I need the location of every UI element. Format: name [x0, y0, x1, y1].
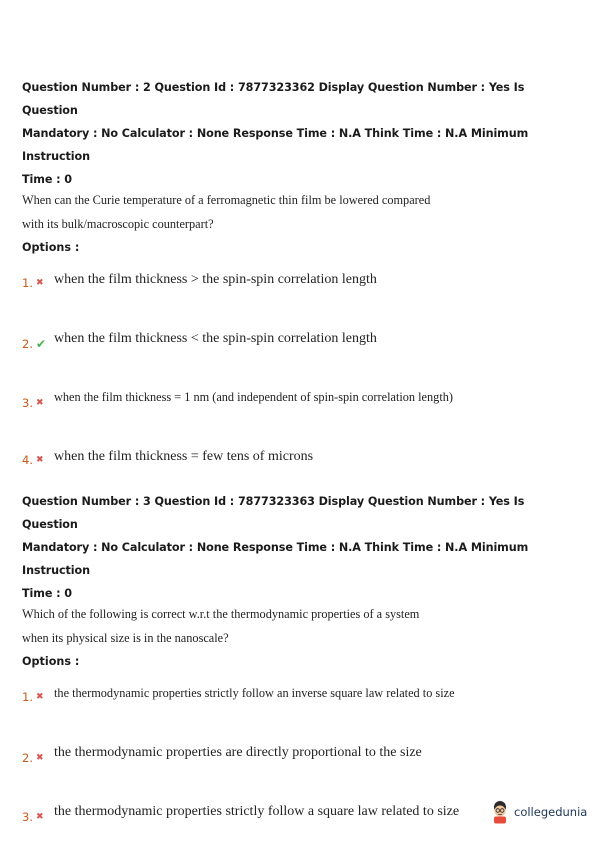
question-meta-line-1: Question Number : 3 Question Id : 7877323363 Display Question Number : Yes Is Question	[22, 495, 525, 531]
option-text: the thermodynamic properties are directly proportional to the size	[54, 745, 422, 760]
option-2[interactable]	[22, 331, 582, 390]
cross-icon: ✖	[35, 455, 44, 465]
option-text: when the film thickness = few tens of microns	[54, 449, 314, 464]
option-text: the thermodynamic properties strictly follow a square law related to size	[54, 804, 460, 819]
options-label: Options :	[22, 655, 80, 668]
option-text: when the film thickness < the spin-spin correlation length	[54, 331, 377, 346]
option-2[interactable]	[22, 745, 582, 804]
question-meta-line-2: Mandatory : No Calculator : None Response Time : N.A Think Time : N.A Minimum Instruction	[22, 541, 529, 577]
question-text-line-2: with its bulk/macroscopic counterpart?	[22, 217, 214, 231]
question-meta-line-1: Question Number : 2 Question Id : 7877323362 Display Question Number : Yes Is Question	[22, 81, 525, 117]
question-meta-line-3: Time : 0	[22, 587, 72, 600]
collegedunia-logo	[490, 800, 587, 824]
option-1[interactable]	[22, 272, 582, 331]
mascot-icon	[490, 800, 510, 824]
option-number: 4.	[22, 453, 33, 467]
question-text-line-1: Which of the following is correct w.r.t the thermodynamic properties of a system	[22, 607, 420, 621]
option-number: 3.	[22, 810, 33, 824]
options-label: Options :	[22, 241, 80, 254]
option-text: when the film thickness = 1 nm (and independent of spin-spin correlation length)	[54, 390, 453, 404]
option-text: when the film thickness > the spin-spin correlation length	[54, 272, 377, 287]
option-number: 2.	[22, 337, 33, 351]
question-block-2	[22, 76, 582, 508]
logo-wordmark: collegedunia	[514, 805, 588, 819]
question-text-line-1: When can the Curie temperature of a ferromagnetic thin film be lowered compared	[22, 193, 431, 207]
option-text: the thermodynamic properties strictly follow an inverse square law related to size	[54, 686, 455, 700]
cross-icon: ✖	[35, 692, 44, 702]
question-meta-line-2: Mandatory : No Calculator : None Response Time : N.A Think Time : N.A Minimum Instruction	[22, 127, 529, 163]
option-number: 1.	[22, 690, 33, 704]
option-number: 2.	[22, 751, 33, 765]
question-text-line-2: when its physical size is in the nanoscale?	[22, 631, 229, 645]
option-3[interactable]	[22, 390, 582, 449]
question-meta-line-3: Time : 0	[22, 173, 72, 186]
option-1[interactable]	[22, 686, 582, 745]
cross-icon: ✖	[35, 398, 44, 408]
check-icon: ✔	[35, 337, 47, 351]
cross-icon: ✖	[35, 278, 44, 288]
cross-icon: ✖	[35, 753, 44, 763]
option-number: 1.	[22, 276, 33, 290]
cross-icon: ✖	[35, 812, 44, 822]
option-number: 3.	[22, 396, 33, 410]
